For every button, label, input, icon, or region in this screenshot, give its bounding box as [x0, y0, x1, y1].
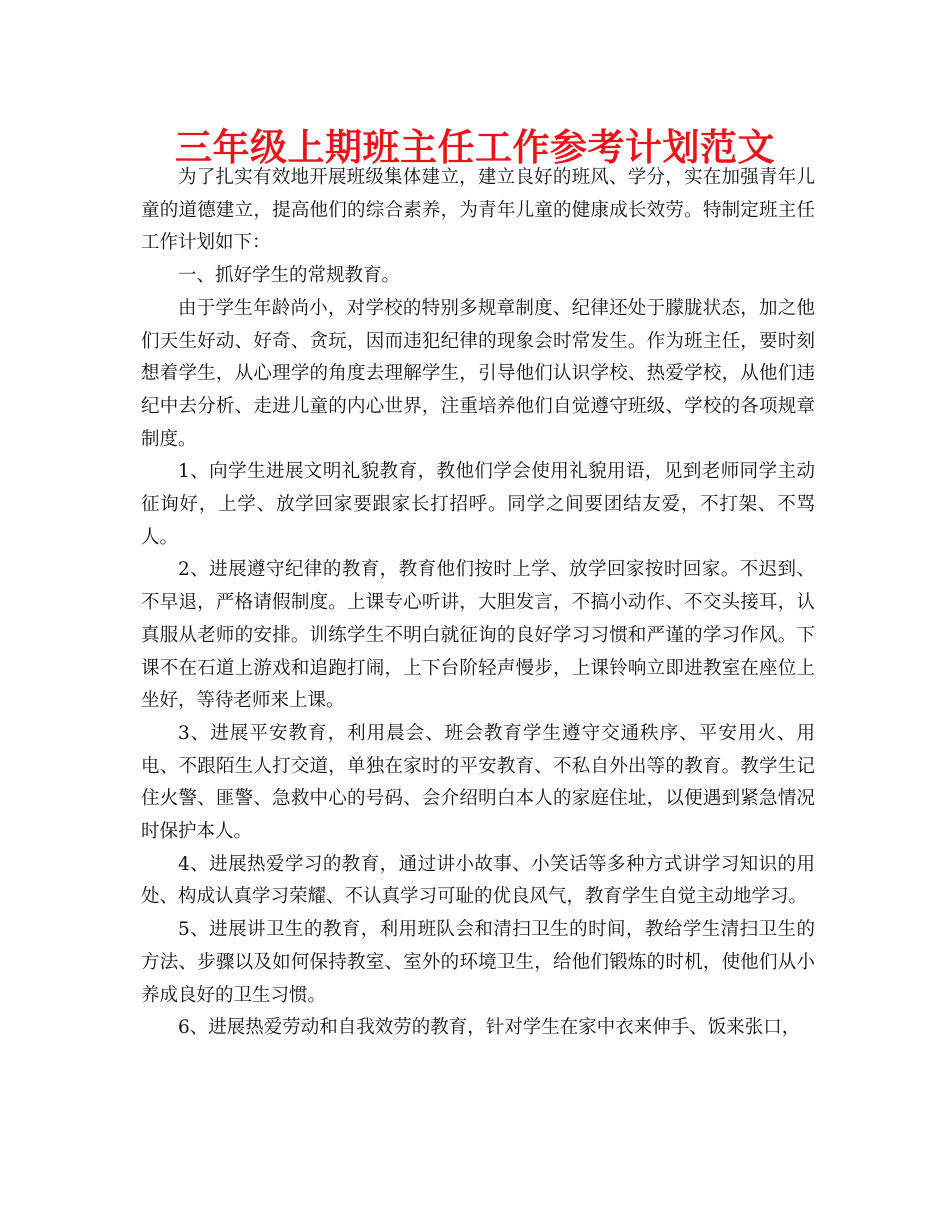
paragraph-intro: 为了扎实有效地开展班级集体建立，建立良好的班风、学分，实在加强青年儿童的道德建立，提高他们的综合素养，为青年儿童的健康成长效劳。特制定班主任工作计划如下： — [141, 167, 815, 254]
section-heading-1: 一、抓好学生的常规教育。 — [178, 265, 401, 287]
list-item-1: 1、向学生进展文明礼貌教育，教他们学会使用礼貌用语，见到老师同学主动征询好，上学、放学回家要跟家长打招呼。同学之间要团结友爱，不打架、不骂人。 — [141, 461, 815, 548]
paragraph: 由于学生年龄尚小，对学校的特别多规章制度、纪律还处于朦胧状态，加之他们天生好动、好奇、贪玩，因而违犯纪律的现象会时常发生。作为班主任，要时刻想着学生，从心理学的角度去理解学生，引导他们认识学校、热爱学校，从他们违纪中去分析、走进儿童的内心世界，注重培养他们自觉遵守班级、学校的各项规章制度。 — [141, 297, 815, 450]
list-item-4: 4、进展热爱学习的教育，通过讲小故事、小笑话等多种方式讲学习知识的用处、构成认真学习荣耀、不认真学习可耻的优良风气，教育学生自觉主动地学习。 — [141, 853, 815, 908]
list-item-5: 5、进展讲卫生的教育，利用班队会和清扫卫生的时间，教给学生清扫卫生的方法、步骤以及如何保持教室、室外的环境卫生，给他们锻炼的时机，使他们从小养成良好的卫生习惯。 — [141, 919, 815, 1006]
list-item-2: 2、进展遵守纪律的教育，教育他们按时上学、放学回家按时回家。不迟到、不早退，严格请假制度。上课专心听讲，大胆发言，不搞小动作、不交头接耳，认真服从老师的安排。训练学生不明白就征询的良好学习习惯和严谨的学习作风。下课不在石道上游戏和追跑打闹，上下台阶轻声慢步，上课铃响立即进教室在座位上坐好，等待老师来上课。 — [141, 559, 815, 712]
document-body — [141, 162, 815, 1045]
document-title: 三年级上期班主任工作参考计划范文 — [175, 126, 775, 169]
list-item-3: 3、进展平安教育，利用晨会、班会教育学生遵守交通秩序、平安用火、用电、不跟陌生人打交道，单独在家时的平安教育、不私自外出等的教育。教学生记住火警、匪警、急救中心的号码、会介绍明白本人的家庭住址，以便遇到紧急情况时保护本人。 — [141, 722, 815, 843]
list-item-6: 6、进展热爱劳动和自我效劳的教育，针对学生在家中衣来伸手、饭来张口， — [178, 1017, 801, 1039]
